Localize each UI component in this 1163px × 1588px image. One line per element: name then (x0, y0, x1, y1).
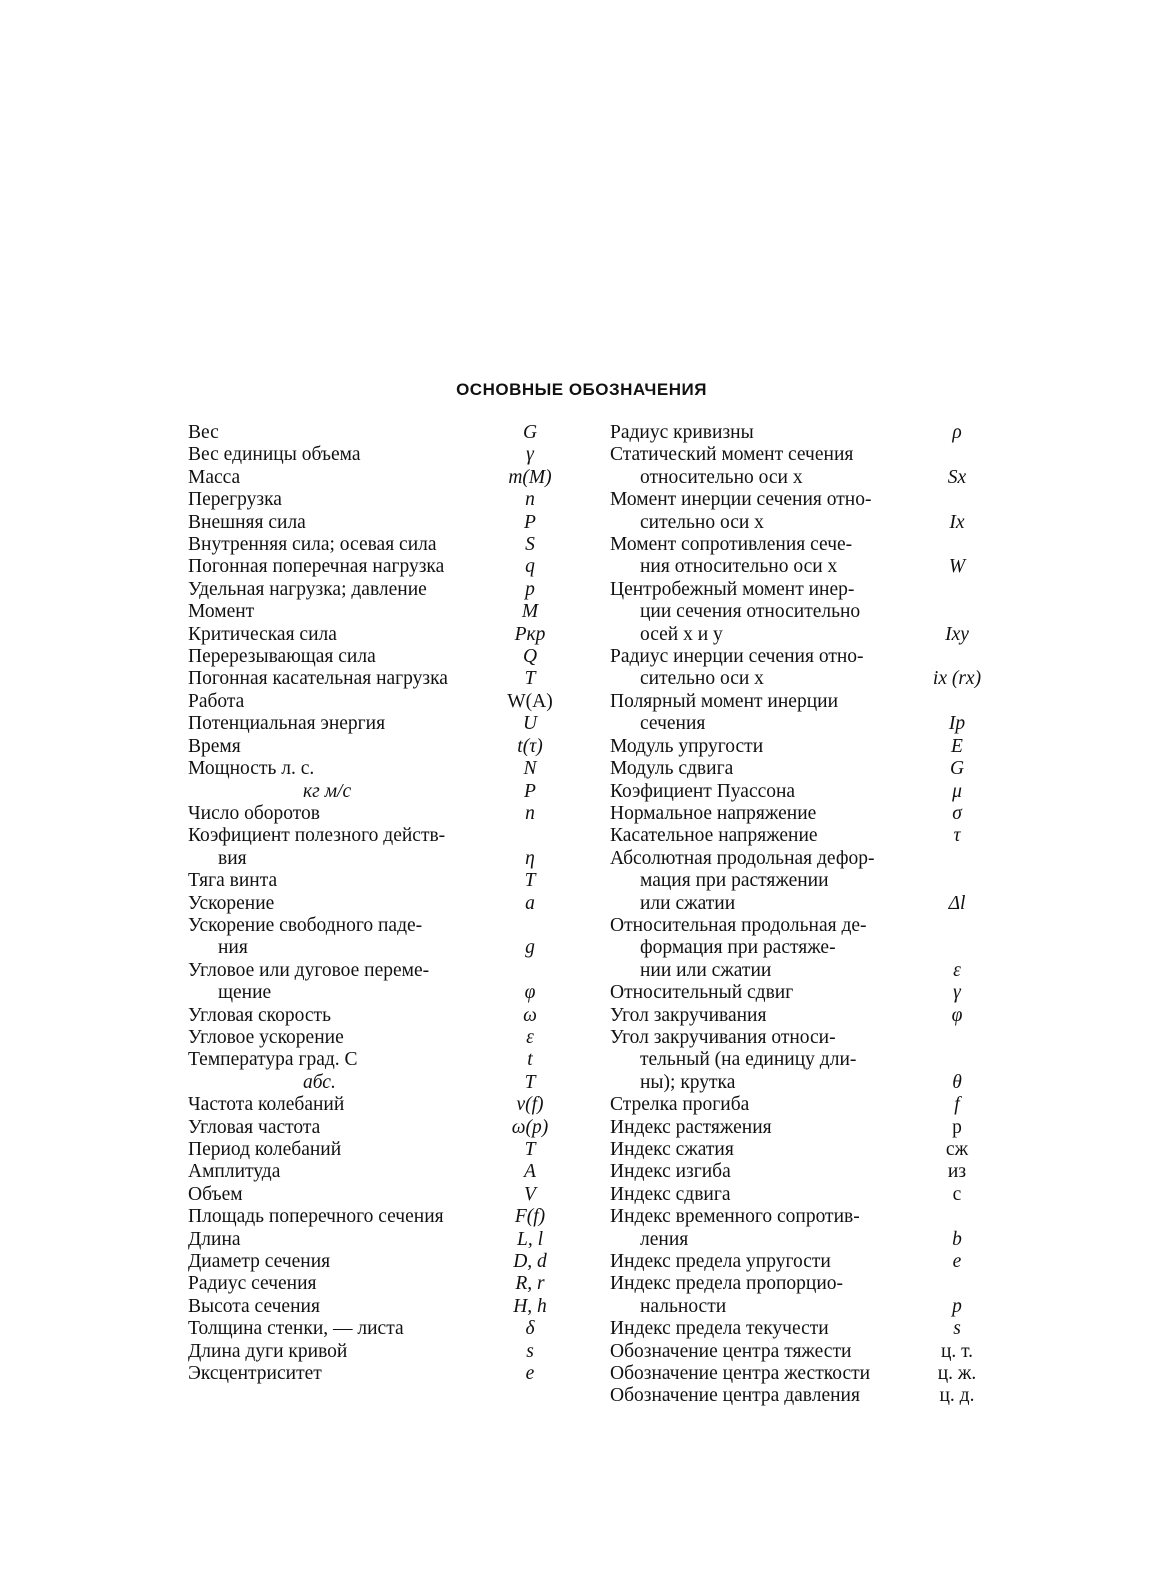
notation-description-line: Тяга винта (188, 870, 278, 892)
notation-symbol: ц. ж. (937, 1363, 977, 1385)
notation-description (188, 579, 488, 601)
notation-row (188, 1206, 560, 1228)
notation-description-line: Полярный момент инерции (610, 690, 839, 712)
notation-description (188, 1296, 488, 1318)
notation-description (188, 960, 488, 1005)
notation-row (188, 915, 560, 960)
notation-row (610, 1161, 982, 1183)
notation-description-line: Объем (188, 1183, 243, 1205)
notation-row (610, 758, 982, 780)
notation-row (188, 579, 560, 601)
notation-description-line: Радиус инерции сечения отно- (610, 646, 864, 668)
notation-description (188, 601, 488, 623)
notation-description (188, 668, 488, 690)
notation-row (188, 1094, 560, 1116)
notation-description-line: Относительная продольная де- (610, 914, 867, 936)
notation-description (610, 982, 910, 1004)
notation-row (188, 1363, 560, 1385)
notation-symbol: M (521, 601, 539, 623)
notation-description-line: Температура град. С (188, 1049, 358, 1071)
notation-description (610, 579, 910, 646)
notation-symbol: из (947, 1161, 967, 1183)
notation-description-line: Статический момент сечения (610, 444, 854, 466)
notation-symbol: T (524, 1139, 536, 1160)
notation-symbol: q (525, 556, 535, 578)
notation-description-line: Число оборотов (188, 802, 321, 824)
notation-description-line: Угловое ускорение (188, 1026, 344, 1048)
notation-description-line: Перегрузка (188, 489, 282, 511)
notation-symbol: σ (952, 802, 962, 824)
notation-row (610, 1094, 982, 1116)
notation-description (610, 848, 910, 915)
notation-symbol: с (952, 1183, 962, 1205)
notation-description-line: Эксцентриситет (188, 1363, 322, 1385)
notation-row (188, 467, 560, 489)
notation-symbol: W (948, 556, 966, 578)
notation-description-line: Внутренняя сила; осевая сила (188, 534, 437, 556)
notation-description-line: мация при растяжении (640, 870, 829, 892)
notation-symbol: e (525, 1363, 535, 1385)
notation-description-line: Нормальное напряжение (610, 802, 817, 824)
notation-description (610, 736, 910, 758)
notation-description-line: Коэфициент полезного действ- (188, 825, 446, 847)
notation-description (188, 534, 488, 556)
notation-description-line: ния относительно оси x (640, 556, 838, 578)
notation-description-line: Время (188, 735, 241, 757)
notation-description (610, 1273, 910, 1318)
notation-symbol: τ (953, 825, 961, 847)
notation-description-line: абс. (303, 1071, 336, 1093)
notation-description (188, 1005, 488, 1027)
notation-row (188, 1341, 560, 1363)
notation-description-line: Период колебаний (188, 1139, 342, 1160)
notation-row (188, 1161, 560, 1183)
notation-description-line: Перерезывающая сила (188, 646, 376, 668)
notation-description-line: Обозначение центра жесткости (610, 1363, 871, 1385)
notation-symbol: p (952, 1295, 962, 1317)
notation-symbol: δ (525, 1318, 535, 1340)
notation-symbol: ix (rx) (932, 668, 982, 690)
notation-row (610, 915, 982, 982)
notation-symbol: ε (526, 1026, 534, 1048)
notation-description (610, 1341, 910, 1363)
notation-symbol: μ (952, 780, 962, 802)
notation-description (610, 758, 910, 780)
notation-row (188, 736, 560, 758)
notation-description-line: Амплитуда (188, 1161, 281, 1183)
notation-description-line: Относительный сдвиг (610, 982, 794, 1004)
notation-column-left (188, 422, 560, 1385)
notation-description-line: нии или сжатии (640, 959, 772, 981)
notation-row (188, 601, 560, 623)
notation-symbol: m(M) (508, 466, 552, 488)
notation-symbol: θ (952, 1071, 962, 1093)
notation-description (610, 1184, 910, 1206)
notation-row (188, 1229, 560, 1251)
notation-description-line: Обозначение центра тяжести (610, 1340, 852, 1362)
notation-row (188, 1049, 560, 1071)
notation-description (188, 1094, 488, 1116)
notation-description (188, 825, 488, 870)
notation-description-line: Индекс сдвига (610, 1183, 731, 1205)
notation-row (188, 1273, 560, 1295)
notation-description-line: Индекс растяжения (610, 1116, 772, 1138)
notation-row (188, 1184, 560, 1206)
notation-description (188, 758, 488, 780)
notation-description (610, 1206, 910, 1251)
notation-description-line: сительно оси x (640, 511, 764, 533)
notation-description (188, 803, 488, 825)
notation-row (188, 1027, 560, 1049)
notation-symbol: D, d (513, 1251, 547, 1273)
notation-symbol: G (949, 758, 965, 780)
notation-description (610, 915, 910, 982)
notation-description-line: Обозначение центра давления (610, 1385, 860, 1407)
notation-row (188, 422, 560, 444)
notation-description-line: Момент инерции сечения отно- (610, 489, 872, 511)
notation-symbol: Q (522, 646, 538, 668)
notation-row (188, 512, 560, 534)
notation-description-line: Угловая скорость (188, 1004, 331, 1026)
notation-row (610, 1251, 982, 1273)
notation-description (188, 736, 488, 758)
notation-description-line: Индекс предела текучести (610, 1318, 829, 1340)
notation-symbol: η (525, 847, 535, 869)
notation-description (188, 1049, 488, 1071)
notation-symbol: p (525, 578, 535, 600)
notation-description (188, 713, 488, 735)
notation-row (188, 1117, 560, 1139)
notation-row (610, 1273, 982, 1318)
notation-symbol: Ip (948, 713, 966, 735)
notation-description (610, 422, 910, 444)
notation-description-line: Модуль упругости (610, 735, 764, 757)
notation-row (188, 758, 560, 780)
notation-symbol: ω(p) (511, 1116, 549, 1138)
notation-description (188, 1072, 488, 1094)
notation-description (610, 1363, 910, 1385)
notation-description (610, 1318, 910, 1340)
notation-row (188, 1296, 560, 1318)
notation-description (188, 1184, 488, 1206)
notation-description-line: Индекс предела упругости (610, 1251, 831, 1273)
notation-description (188, 1027, 488, 1049)
notation-description (188, 870, 488, 892)
notation-symbol: e (952, 1251, 962, 1273)
notation-description (188, 1229, 488, 1251)
notation-description (188, 1139, 488, 1161)
notation-column-right (610, 422, 982, 1408)
notation-description-line: Частота колебаний (188, 1094, 345, 1116)
notation-row (610, 1005, 982, 1027)
notation-description-line: Масса (188, 466, 241, 488)
notation-symbol: E (951, 735, 963, 757)
notation-row (610, 736, 982, 758)
notation-description (610, 1005, 910, 1027)
notation-description (188, 1251, 488, 1273)
notation-symbol: g (525, 937, 535, 959)
notation-symbol: L, l (516, 1228, 543, 1250)
notation-symbol: Pкр (514, 623, 546, 645)
notation-row (188, 489, 560, 511)
notation-row (188, 713, 560, 735)
notation-description (610, 1251, 910, 1273)
notation-description-line: Индекс временного сопротив- (610, 1206, 860, 1228)
notation-row (610, 489, 982, 534)
notation-row (188, 1072, 560, 1094)
notation-row (610, 534, 982, 579)
notation-symbol: ν(f) (516, 1094, 544, 1116)
notation-description (610, 489, 910, 534)
notation-description-line: Погонная поперечная нагрузка (188, 556, 445, 578)
notation-symbol: р (952, 1116, 962, 1138)
notation-description (188, 444, 488, 466)
notation-description-line: Длина (188, 1228, 241, 1250)
notation-description-line: Удельная нагрузка; давление (188, 578, 427, 600)
notation-row (610, 781, 982, 803)
notation-row (610, 1385, 982, 1407)
notation-description-line: Длина дуги кривой (188, 1340, 348, 1362)
notation-symbol: n (525, 489, 535, 511)
notation-row (610, 825, 982, 847)
notation-description (610, 1117, 910, 1139)
notation-description-line: Стрелка прогиба (610, 1094, 750, 1116)
notation-symbol: T (524, 1071, 536, 1093)
notation-description-line: Внешняя сила (188, 511, 306, 533)
notation-symbol: a (525, 892, 535, 914)
notation-description-line: Толщина стенки, — листа (188, 1318, 404, 1340)
notation-description-line: Площадь поперечного сечения (188, 1206, 444, 1228)
notation-description-line: Момент сопротивления сече- (610, 534, 853, 556)
notation-symbol: ε (953, 959, 961, 981)
notation-symbol: s (526, 1340, 534, 1362)
notation-description (610, 781, 910, 803)
notation-row (188, 1318, 560, 1340)
notation-description-line: Индекс сжатия (610, 1139, 734, 1160)
notation-description-line: ния (218, 937, 248, 959)
notation-description (188, 624, 488, 646)
notation-description (610, 646, 910, 691)
notation-symbol: t (527, 1049, 533, 1071)
notation-symbol: φ (951, 1004, 963, 1026)
notation-description-line: Угловая частота (188, 1116, 321, 1138)
notation-description-line: или сжатии (640, 892, 736, 914)
notation-description (188, 915, 488, 960)
notation-symbol: ρ (952, 422, 962, 443)
notation-symbol: U (522, 713, 538, 735)
notation-description-line: Угловое или дуговое переме- (188, 959, 430, 981)
notation-row (188, 893, 560, 915)
notation-symbol: γ (526, 444, 534, 466)
notation-row (610, 803, 982, 825)
notation-description-line: Момент (188, 601, 255, 623)
notation-row (610, 848, 982, 915)
notation-description (188, 1273, 488, 1295)
notation-symbol: Sx (947, 466, 967, 488)
notation-symbol: F(f) (514, 1206, 546, 1228)
notation-row (188, 556, 560, 578)
notation-symbol: V (524, 1183, 536, 1205)
notation-description-line: Критическая сила (188, 623, 337, 645)
notation-description (188, 1363, 488, 1385)
notation-description-line: ции сечения относительно (640, 601, 861, 623)
notation-row (610, 579, 982, 646)
notation-description-line: кг м/с (303, 780, 352, 802)
notation-symbol: ц. т. (940, 1340, 974, 1362)
notation-row (188, 534, 560, 556)
notation-description-line: Потенциальная энергия (188, 713, 386, 735)
notation-symbol: N (523, 758, 537, 780)
notation-description-line: Мощность л. с. (188, 758, 315, 780)
notation-description-line: Ускорение свободного паде- (188, 914, 423, 936)
notation-description (188, 467, 488, 489)
notation-description-line: Радиус кривизны (610, 422, 754, 443)
notation-row (610, 1341, 982, 1363)
notation-row (188, 825, 560, 870)
notation-description-line: Работа (188, 690, 245, 712)
notation-symbol: b (952, 1228, 962, 1250)
notation-description-line: формация при растяже- (640, 937, 836, 959)
notation-description-line: Высота сечения (188, 1295, 320, 1317)
notation-row (610, 1363, 982, 1385)
notation-description-line: вия (218, 847, 247, 869)
notation-symbol: W(A) (507, 690, 553, 712)
notation-row (188, 803, 560, 825)
notation-symbol: γ (953, 982, 961, 1004)
notation-description (188, 1117, 488, 1139)
notation-row (188, 781, 560, 803)
notation-description-line: относительно оси x (640, 466, 803, 488)
notation-description-line: Радиус сечения (188, 1273, 317, 1295)
notation-symbol: t(τ) (517, 735, 543, 757)
notation-row (188, 444, 560, 466)
notation-symbol: φ (524, 982, 536, 1004)
notation-row (610, 422, 982, 444)
notation-description (188, 1206, 488, 1228)
notation-row (188, 668, 560, 690)
notation-description (610, 691, 910, 736)
notation-symbol: Ixy (945, 623, 969, 645)
notation-description (188, 1318, 488, 1340)
notation-symbol: s (953, 1318, 961, 1340)
notation-description-line: нальности (640, 1295, 727, 1317)
notation-symbol: f (954, 1094, 960, 1116)
notation-description (610, 1385, 910, 1407)
notation-description-line: ления (640, 1228, 689, 1250)
notation-symbol: Ix (949, 511, 965, 533)
notation-description (610, 825, 910, 847)
notation-description-line: Индекс предела пропорцио- (610, 1273, 844, 1295)
notation-symbol: G (522, 422, 538, 443)
notation-description (610, 1027, 910, 1094)
notation-symbol: n (525, 802, 535, 824)
notation-row (610, 691, 982, 736)
notation-description (188, 556, 488, 578)
notation-description (610, 534, 910, 579)
notation-description (188, 646, 488, 668)
notation-row (610, 982, 982, 1004)
page-title: ОСНОВНЫЕ ОБОЗНАЧЕНИЯ (456, 380, 707, 399)
notation-symbol: S (525, 534, 535, 556)
notation-row (188, 870, 560, 892)
notation-description (188, 422, 488, 444)
notation-symbol: P (524, 780, 536, 802)
notation-description-line: сительно оси x (640, 668, 764, 690)
notation-description (610, 1161, 910, 1183)
notation-description (188, 512, 488, 534)
notation-row (610, 1184, 982, 1206)
notation-row (610, 444, 982, 489)
notation-symbol: A (524, 1161, 536, 1183)
notation-description-line: Погонная касательная нагрузка (188, 668, 448, 690)
notation-symbol: T (524, 668, 536, 690)
notation-description-line: Диаметр сечения (188, 1251, 331, 1273)
notation-description-line: Вес единицы объема (188, 444, 361, 466)
notation-description-line: Касательное напряжение (610, 825, 818, 847)
notation-symbol: P (524, 511, 536, 533)
notation-description-line: щение (218, 982, 272, 1004)
notation-description-line: Ускорение (188, 892, 275, 914)
notation-description (610, 1139, 910, 1161)
notation-description-line: Коэфициент Пуассона (610, 780, 796, 802)
notation-description (610, 803, 910, 825)
notation-description-line: Угол закручивания относи- (610, 1026, 836, 1048)
notation-row (188, 691, 560, 713)
notation-symbol: T (524, 870, 536, 892)
notation-description (188, 489, 488, 511)
notation-description (188, 1341, 488, 1363)
notation-symbol: Δl (948, 892, 966, 914)
notation-description-line: Вес (188, 422, 219, 443)
notation-row (188, 1251, 560, 1273)
notation-row (188, 1005, 560, 1027)
notation-description (188, 781, 488, 803)
notation-symbol: ц. д. (939, 1385, 975, 1407)
notation-row (610, 1117, 982, 1139)
notation-row (610, 1139, 982, 1161)
notation-description-line: Абсолютная продольная дефор- (610, 847, 875, 869)
notation-description-line: Центробежный момент инер- (610, 578, 855, 600)
notation-description-line: Угол закручивания (610, 1004, 767, 1026)
notation-description (188, 893, 488, 915)
notation-row (188, 960, 560, 1005)
notation-row (610, 646, 982, 691)
notation-description (188, 1161, 488, 1183)
notation-symbol: H, h (513, 1295, 547, 1317)
notation-description-line: Индекс изгиба (610, 1161, 731, 1183)
notation-description-line: сечения (640, 713, 706, 735)
notation-description (610, 1094, 910, 1116)
notation-description-line: тельный (на единицу дли- (640, 1049, 857, 1071)
notation-description-line: ны); крутка (640, 1071, 736, 1093)
notation-row (188, 646, 560, 668)
notation-row (188, 624, 560, 646)
notation-row (610, 1027, 982, 1094)
notation-row (610, 1206, 982, 1251)
notation-description-line: осей x и y (640, 623, 723, 645)
notation-description (610, 444, 910, 489)
notation-row (188, 1139, 560, 1161)
notation-description-line: Модуль сдвига (610, 758, 734, 780)
notation-symbol: R, r (515, 1273, 545, 1295)
notation-symbol: ω (523, 1004, 537, 1026)
notation-symbol: сж (945, 1139, 969, 1160)
notation-row (610, 1318, 982, 1340)
notation-description (188, 691, 488, 713)
